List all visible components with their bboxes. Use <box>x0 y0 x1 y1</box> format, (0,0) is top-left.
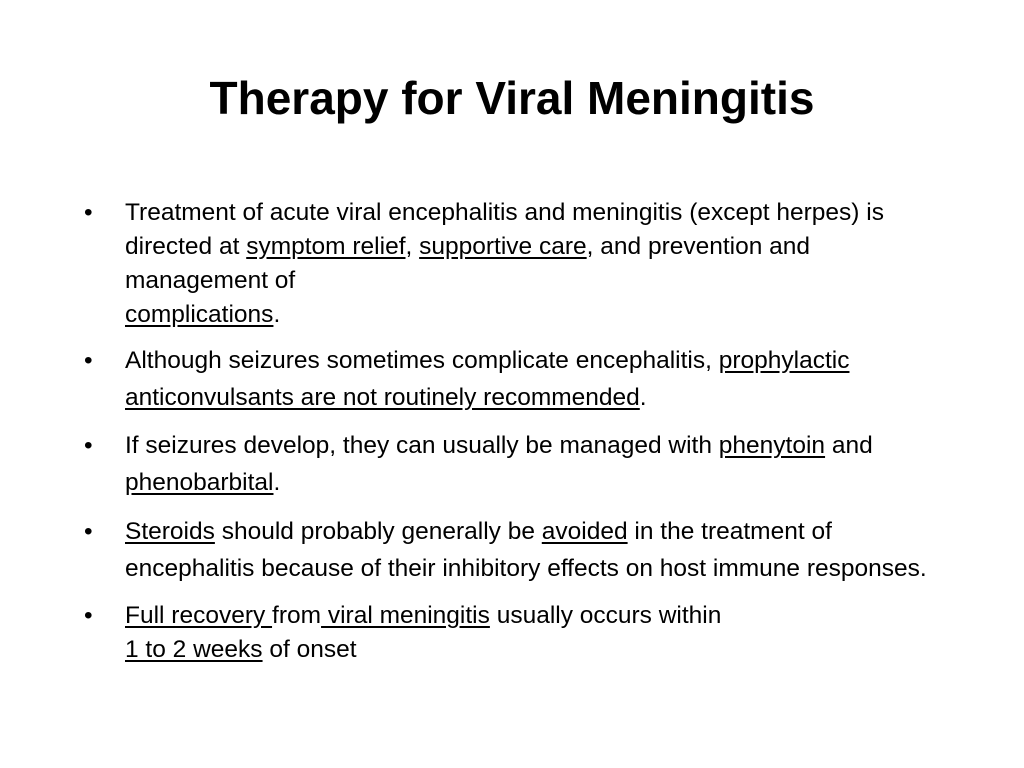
underlined-term-symptom-relief: symptom relief <box>246 233 406 260</box>
underlined-term-phenytoin: phenytoin <box>718 432 826 459</box>
bullet-text: and <box>825 432 873 459</box>
slide-title: Therapy for Viral Meningitis <box>209 72 815 124</box>
bullet-text: of onset <box>262 636 357 663</box>
underlined-term-steroids: Steroids <box>125 518 215 545</box>
bullet-list <box>84 196 934 667</box>
bullet-dot-icon: • <box>84 602 93 629</box>
underlined-term-prophylactic-anticonvulsants: prophylactic anticonvulsants are not routinely recommended <box>125 347 850 411</box>
bullet-text: usually occurs within <box>489 602 722 629</box>
underlined-term-phenobarbital: phenobarbital <box>125 469 274 496</box>
bullet-item-seizure-management <box>84 427 934 501</box>
bullet-item-seizures <box>84 342 934 416</box>
bullet-text: in the treatment of encephalitis because of their inhibitory effects on host immune responses. <box>125 518 927 582</box>
bullet-dot-icon: • <box>84 518 93 545</box>
underlined-term-viral-meningitis: viral meningitis <box>321 602 490 629</box>
bullet-text: from <box>272 602 322 629</box>
bullet-text: . <box>639 384 647 411</box>
underlined-term-avoided: avoided <box>541 518 628 545</box>
underlined-term-recovery-time: 1 to 2 weeks <box>125 636 263 663</box>
bullet-text: . <box>273 469 281 496</box>
underlined-term-complications: complications <box>125 301 274 328</box>
bullet-item-treatment <box>84 196 934 332</box>
underlined-term-full-recovery: Full recovery <box>125 602 273 629</box>
bullet-dot-icon: • <box>84 199 93 226</box>
bullet-text: If seizures develop, they can usually be managed with <box>125 432 719 459</box>
bullet-text: Although seizures sometimes complicate encephalitis, <box>125 347 719 374</box>
bullet-item-recovery <box>84 599 934 667</box>
underlined-term-supportive-care: supportive care <box>419 233 587 260</box>
bullet-dot-icon: • <box>84 347 93 374</box>
bullet-text: . <box>273 301 281 328</box>
bullet-text: , and prevention and management of <box>125 233 811 294</box>
bullet-dot-icon: • <box>84 432 93 459</box>
bullet-text: , <box>405 233 420 260</box>
bullet-text: should probably generally be <box>214 518 542 545</box>
bullet-text: Treatment of acute viral encephalitis and meningitis (except herpes) is directed at <box>125 199 884 260</box>
bullet-item-steroids <box>84 513 934 587</box>
